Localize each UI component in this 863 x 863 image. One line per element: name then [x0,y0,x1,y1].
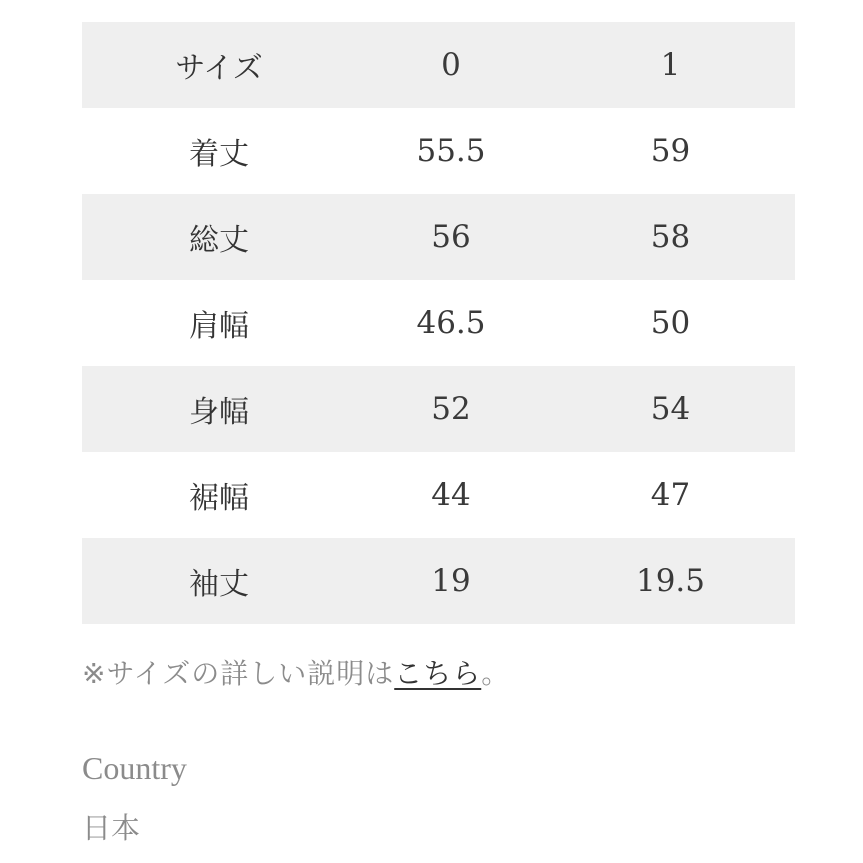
row-label: 着丈 [189,137,249,172]
row-label: 裾幅 [189,481,249,516]
row-value-size-0: 44 [431,477,471,513]
size-guide-note [82,652,510,692]
table-row [82,366,795,452]
table-row [82,538,795,624]
header-size-label: サイズ [82,22,356,108]
table-row [82,452,795,538]
row-label: 袖丈 [82,538,356,624]
row-value-size-1: 54 [546,366,795,452]
table-header-row [82,22,795,108]
note-prefix: ※サイズの詳しい説明は [82,657,395,690]
header-size-1: 1 [546,22,795,108]
row-value-size-1: 59 [650,133,691,169]
size-table [82,22,795,624]
row-value-size-1: 50 [650,305,691,341]
row-label: 身幅 [82,366,356,452]
header-size-0: 0 [356,22,546,108]
row-value-size-0: 55.5 [416,133,486,169]
country-value: 日本 [82,811,141,845]
size-guide-link[interactable]: こちら [394,657,482,690]
row-value-size-0: 19 [356,538,546,624]
row-value-size-0: 52 [356,366,546,452]
country-label: Country [82,750,187,786]
row-value-size-1: 58 [546,194,795,280]
row-value-size-1: 47 [650,477,691,513]
row-label: 総丈 [82,194,356,280]
row-value-size-0: 56 [356,194,546,280]
row-value-size-1: 19.5 [546,538,795,624]
table-row [82,280,795,366]
table-row [82,108,795,194]
row-value-size-0: 46.5 [416,305,486,341]
row-label: 肩幅 [189,309,249,344]
note-suffix: 。 [481,657,511,690]
table-row [82,194,795,280]
